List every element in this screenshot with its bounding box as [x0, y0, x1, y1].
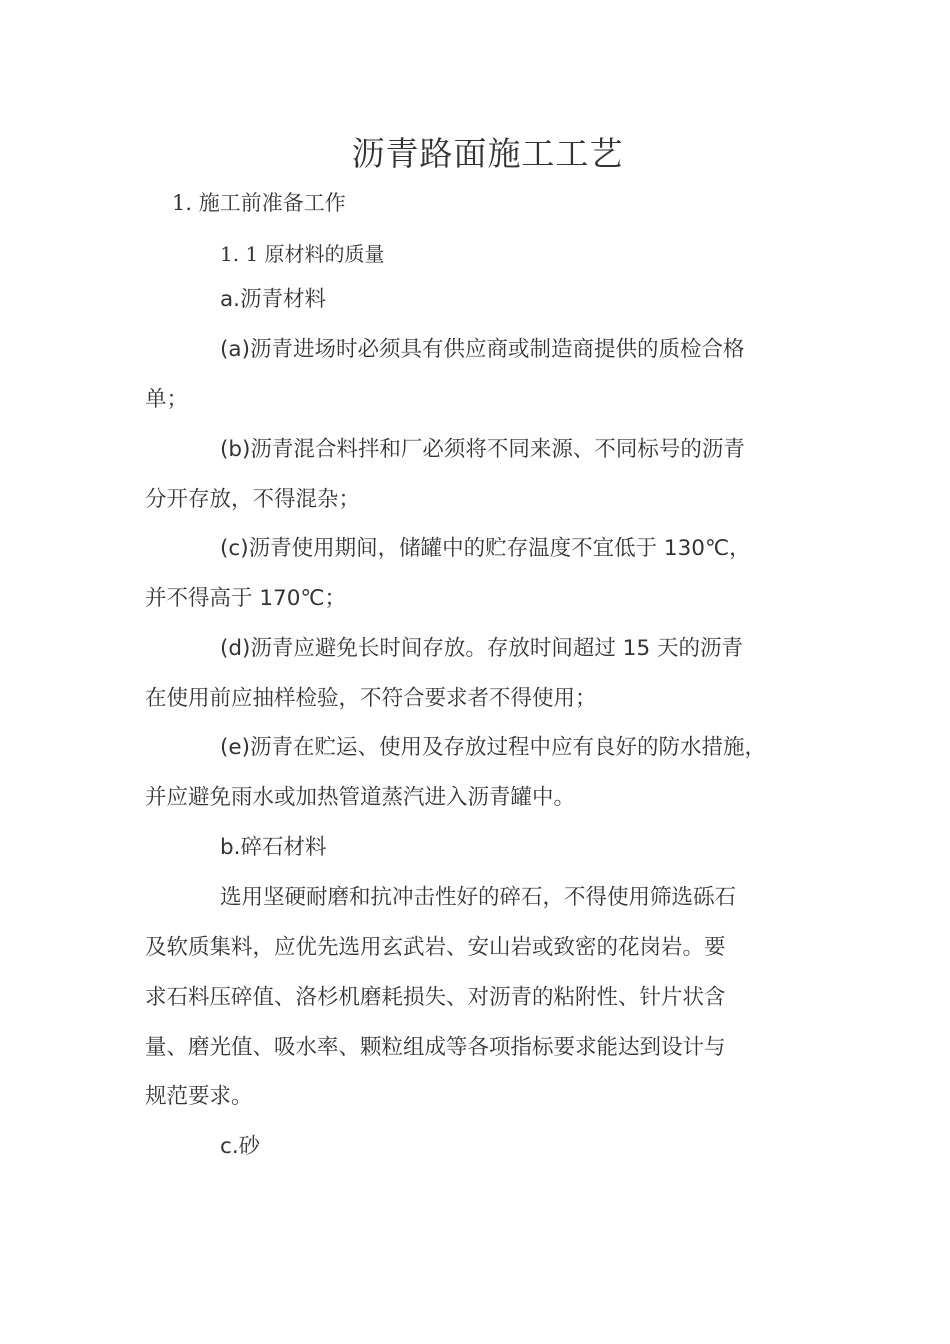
paragraph-line: (a)沥青进场时必须具有供应商或制造商提供的质检合格 — [220, 337, 745, 362]
section-heading: 1. 施工前准备工作 — [172, 191, 346, 215]
paragraph-line: 量、磨光值、吸水率、颗粒组成等各项指标要求能达到设计与 — [145, 1035, 726, 1060]
paragraph-line: 分开存放，不得混杂； — [145, 487, 361, 512]
paragraph-line: (e)沥青在贮运、使用及存放过程中应有良好的防水措施， — [220, 735, 767, 760]
document-title: 沥青路面施工工艺 — [351, 134, 624, 173]
paragraph-line: 及软质集料，应优先选用玄武岩、安山岩或致密的花岗岩。要 — [145, 935, 726, 960]
paragraph-line: 单； — [145, 387, 189, 412]
paragraph-line: 选用坚硬耐磨和抗冲击性好的碎石，不得使用筛选砾石 — [220, 885, 737, 910]
paragraph-line: c.砂 — [220, 1134, 261, 1159]
paragraph-line: 并应避免雨水或加热管道蒸汽进入沥青罐中。 — [145, 785, 576, 810]
paragraph-line: b.碎石材料 — [220, 835, 327, 860]
paragraph-line: (d)沥青应避免长时间存放。存放时间超过 15 天的沥青 — [220, 636, 743, 661]
paragraph-line: 在使用前应抽样检验，不符合要求者不得使用； — [145, 686, 597, 711]
paragraph-line: (b)沥青混合料拌和厂必须将不同来源、不同标号的沥青 — [220, 437, 745, 462]
paragraph-line: 并不得高于 170℃； — [145, 586, 347, 611]
paragraph-line: 求石料压碎值、洛杉机磨耗损失、对沥青的粘附性、针片状含 — [145, 985, 726, 1010]
paragraph-line: (c)沥青使用期间，储罐中的贮存温度不宜低于 130℃， — [220, 536, 751, 561]
subsection-heading: 1. 1 原材料的质量 — [220, 242, 385, 266]
paragraph-line: 规范要求。 — [145, 1084, 253, 1109]
paragraph-line: a.沥青材料 — [220, 287, 327, 312]
